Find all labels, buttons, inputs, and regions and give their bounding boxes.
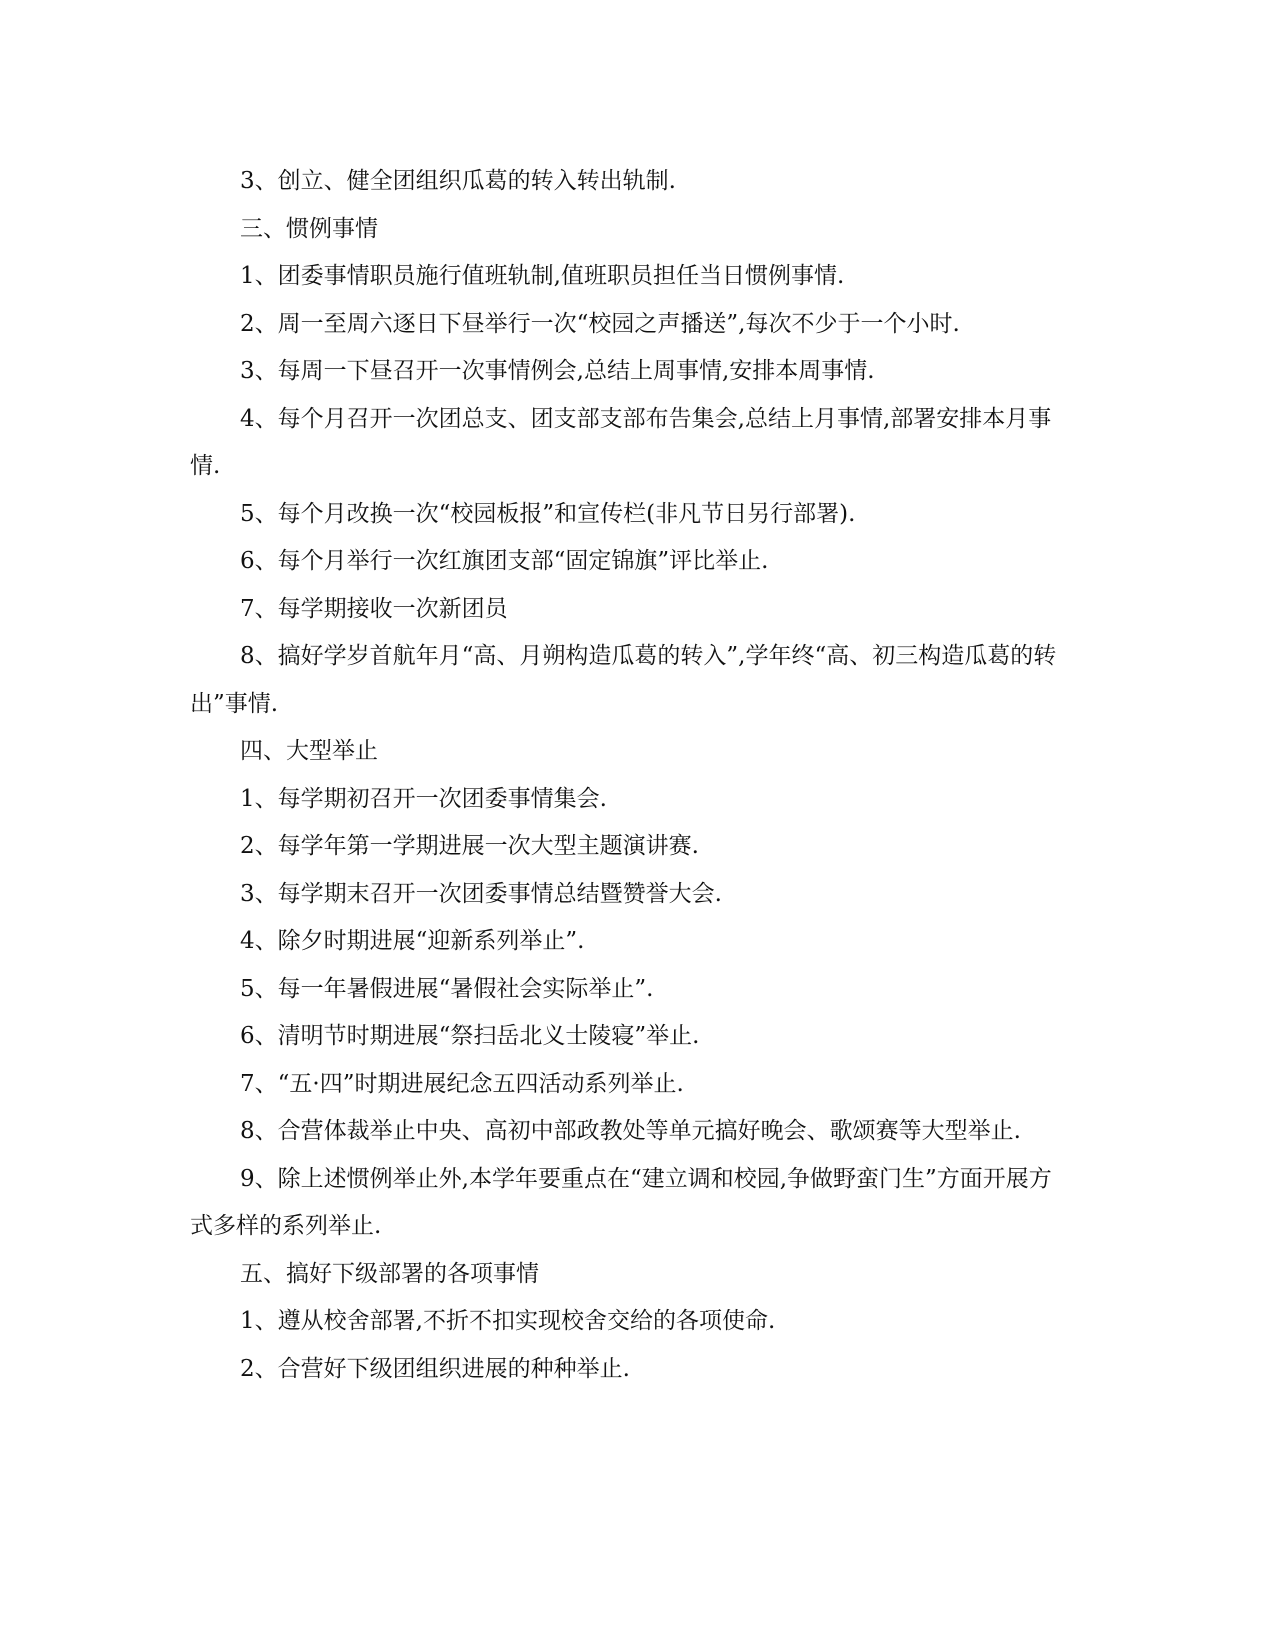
paragraph: 2、合营好下级团组织进展的种种举止. — [240, 1355, 630, 1382]
paragraph: 2、周一至周六逐日下昼举行一次“校园之声播送”,每次不少于一个小时. — [240, 310, 960, 337]
paragraph: 6、每个月举行一次红旗团支部“固定锦旗”评比举止. — [240, 548, 769, 574]
paragraph: 1、每学期初召开一次团委事情集会. — [240, 785, 607, 812]
paragraph: 8、合营体裁举止中央、高初中部政教处等单元搞好晚会、歌颂赛等大型举止. — [240, 1118, 1021, 1144]
paragraph: 2、每学年第一学期进展一次大型主题演讲赛. — [240, 833, 699, 859]
section-heading: 五、搞好下级部署的各项事情 — [240, 1260, 539, 1287]
paragraph: 5、每一年暑假进展“暑假社会实际举止”. — [240, 975, 654, 1002]
paragraph: 6、清明节时期进展“祭扫岳北义士陵寝”举止. — [240, 1023, 700, 1049]
document-body — [190, 158, 1074, 1393]
paragraph: 3、每周一下昼召开一次事情例会,总结上周事情,安排本周事情. — [240, 358, 875, 384]
paragraph: 5、每个月改换一次“校园板报”和宣传栏(非凡节日另行部署). — [240, 500, 856, 527]
paragraph: 3、每学期末召开一次团委事情总结暨赞誉大会. — [240, 880, 722, 907]
paragraph: 8、搞好学岁首航年月“高、月朔构造瓜葛的转入”,学年终“高、初三构造瓜葛的转出”事情. — [190, 643, 1057, 717]
paragraph: 3、创立、健全团组织瓜葛的转入转出轨制. — [240, 168, 676, 194]
paragraph: 4、除夕时期进展“迎新系列举止”. — [240, 928, 585, 954]
paragraph: 1、遵从校舍部署,不折不扣实现校舍交给的各项使命. — [240, 1308, 776, 1334]
paragraph: 4、每个月召开一次团总支、团支部支部布告集会,总结上月事情,部署安排本月事情. — [190, 405, 1052, 479]
section-heading: 三、惯例事情 — [240, 215, 378, 242]
paragraph: 1、团委事情职员施行值班轨制,值班职员担任当日惯例事情. — [240, 263, 845, 289]
paragraph: 7、“五·四”时期进展纪念五四活动系列举止. — [240, 1070, 684, 1097]
paragraph: 9、除上述惯例举止外,本学年要重点在“建立调和校园,争做野蛮门生”方面开展方式多样的系列举止. — [190, 1165, 1052, 1239]
paragraph: 7、每学期接收一次新团员 — [240, 595, 508, 622]
section-heading: 四、大型举止 — [240, 738, 378, 764]
